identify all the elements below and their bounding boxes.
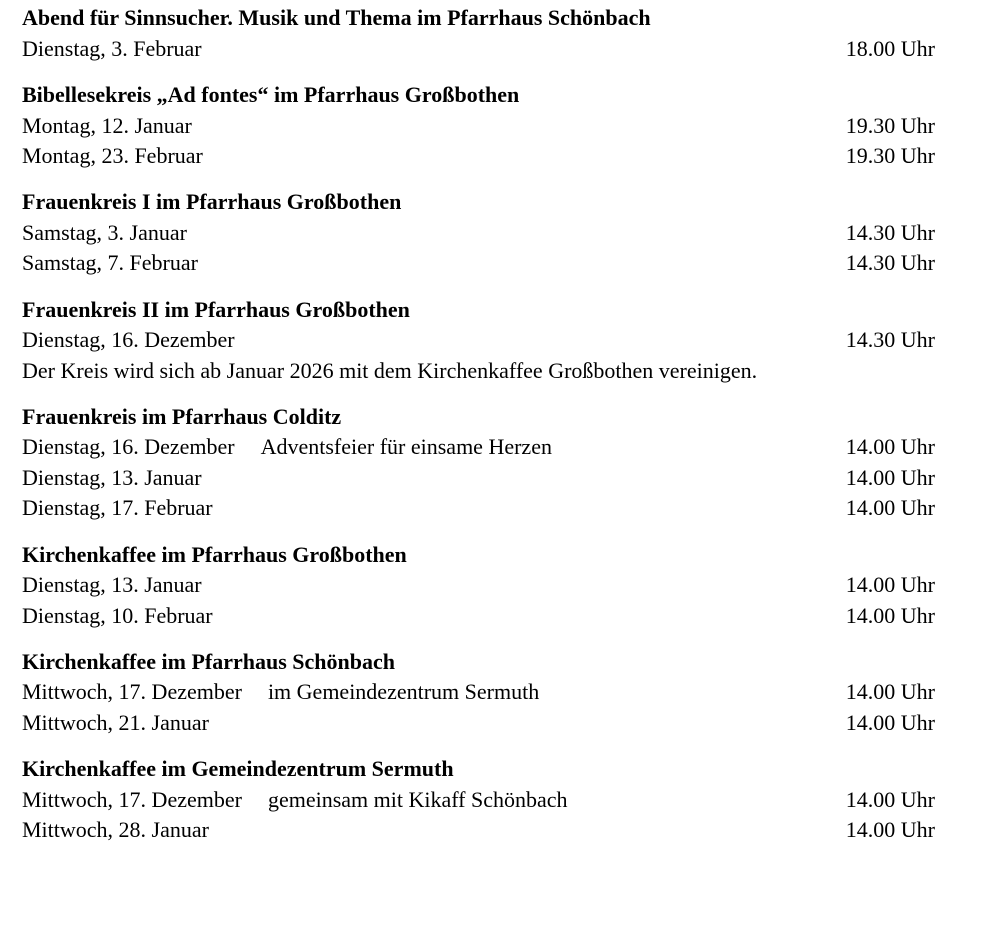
event-entry	[22, 815, 935, 845]
event-group-title: Bibellesekreis „Ad fontes“ im Pfarrhaus Großbothen	[22, 81, 520, 107]
event-time: 18.00 Uhr	[845, 35, 935, 61]
event-entry	[22, 325, 935, 355]
event-note: im Gemeindezentrum Sermuth	[267, 679, 540, 705]
event-entry	[22, 601, 935, 631]
event-date: Dienstag, 3. Februar	[22, 35, 202, 61]
event-note: Adventsfeier für einsame Herzen	[260, 434, 552, 460]
event-group-title: Kirchenkaffee im Gemeindezentrum Sermuth	[22, 756, 454, 782]
event-time: 19.30 Uhr	[845, 112, 935, 138]
event-time: 14.00 Uhr	[845, 602, 935, 628]
event-date: Samstag, 7. Februar	[22, 250, 198, 276]
event-entry	[22, 111, 935, 141]
event-group	[22, 755, 935, 845]
event-date: Samstag, 3. Januar	[22, 219, 187, 245]
event-date: Dienstag, 10. Februar	[22, 602, 213, 628]
event-time: 14.00 Uhr	[845, 495, 935, 521]
event-group-title: Frauenkreis I im Pfarrhaus Großbothen	[22, 189, 402, 215]
event-note: gemeinsam mit Kikaff Schönbach	[267, 786, 568, 812]
event-time: 19.30 Uhr	[845, 142, 935, 168]
event-time: 14.00 Uhr	[845, 817, 935, 843]
event-group	[22, 541, 935, 631]
event-entry	[22, 34, 935, 64]
event-time: 14.30 Uhr	[845, 250, 935, 276]
event-group-title: Kirchenkaffee im Pfarrhaus Großbothen	[22, 541, 407, 567]
event-group	[22, 188, 935, 278]
event-entry	[22, 141, 935, 171]
event-date: Dienstag, 13. Januar	[22, 464, 202, 490]
event-date: Dienstag, 17. Februar	[22, 495, 213, 521]
event-entry	[22, 463, 935, 493]
event-group-title: Frauenkreis im Pfarrhaus Colditz	[22, 403, 342, 429]
event-entry	[22, 570, 935, 600]
event-group-title: Frauenkreis II im Pfarrhaus Großbothen	[22, 296, 410, 322]
event-time: 14.00 Uhr	[845, 786, 935, 812]
event-time: 14.00 Uhr	[845, 464, 935, 490]
event-group	[22, 296, 935, 386]
event-time: 14.30 Uhr	[845, 327, 935, 353]
event-entry	[22, 493, 935, 523]
event-group-footnote: Der Kreis wird sich ab Januar 2026 mit dem Kirchenkaffee Großbothen vereinigen.	[22, 357, 758, 383]
event-date: Dienstag, 16. Dezember	[22, 327, 235, 353]
event-date: Mittwoch, 21. Januar	[22, 709, 209, 735]
event-entry	[22, 218, 935, 248]
event-time: 14.00 Uhr	[845, 709, 935, 735]
event-date: Montag, 23. Februar	[22, 142, 203, 168]
event-date: Dienstag, 16. Dezember	[22, 434, 235, 460]
event-time: 14.30 Uhr	[845, 219, 935, 245]
event-date: Mittwoch, 28. Januar	[22, 817, 209, 843]
event-entry	[22, 248, 935, 278]
event-group	[22, 81, 935, 171]
event-date: Mittwoch, 17. Dezember	[22, 786, 242, 812]
event-entry	[22, 432, 935, 462]
event-entry	[22, 677, 935, 707]
event-date: Montag, 12. Januar	[22, 112, 192, 138]
event-group-title: Kirchenkaffee im Pfarrhaus Schönbach	[22, 648, 395, 674]
event-date: Mittwoch, 17. Dezember	[22, 679, 242, 705]
event-entry	[22, 785, 935, 815]
event-time: 14.00 Uhr	[845, 679, 935, 705]
event-entry	[22, 708, 935, 738]
event-group	[22, 403, 935, 524]
event-group-title: Abend für Sinnsucher. Musik und Thema im Pfarrhaus Schönbach	[22, 5, 651, 30]
event-group	[22, 4, 935, 64]
event-time: 14.00 Uhr	[845, 572, 935, 598]
event-date: Dienstag, 13. Januar	[22, 572, 202, 598]
event-time: 14.00 Uhr	[845, 434, 935, 460]
event-group	[22, 648, 935, 738]
